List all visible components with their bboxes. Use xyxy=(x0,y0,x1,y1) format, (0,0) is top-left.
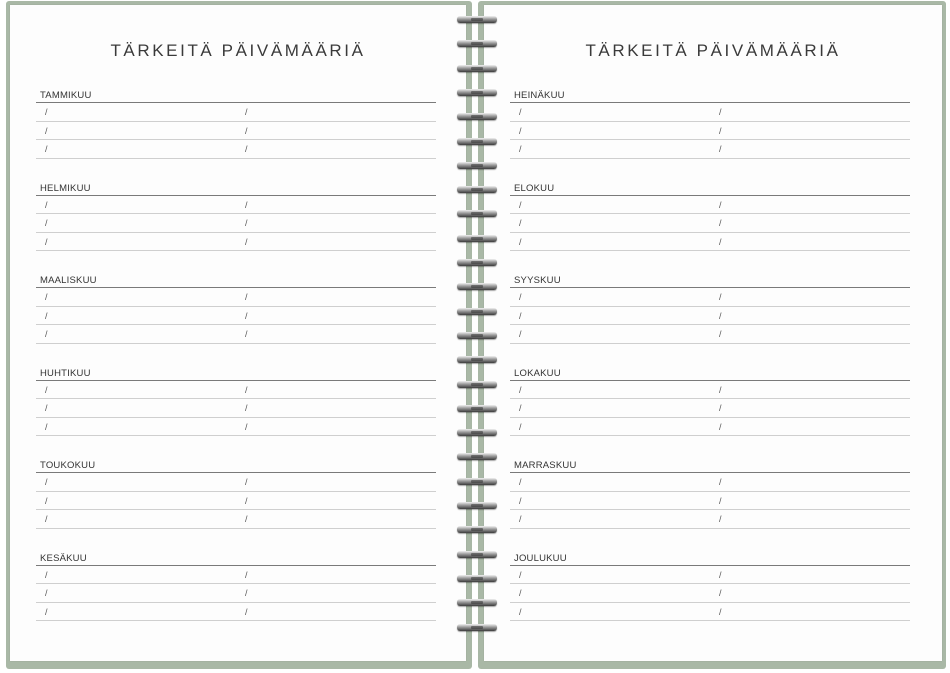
date-separator: / xyxy=(45,144,48,154)
date-separator: / xyxy=(719,292,722,302)
spiral-coil xyxy=(455,87,499,99)
spiral-coil xyxy=(455,111,499,123)
date-separator: / xyxy=(519,329,522,339)
date-entry-row[interactable] xyxy=(36,214,436,233)
date-entry-row[interactable] xyxy=(36,381,436,400)
month-section xyxy=(36,178,436,271)
date-separator: / xyxy=(245,384,248,395)
date-separator: / xyxy=(245,514,248,524)
date-entry-row[interactable] xyxy=(510,307,910,326)
date-entry-row[interactable] xyxy=(36,399,436,418)
spiral-coil xyxy=(455,38,499,50)
spiral-coil xyxy=(455,208,499,220)
month-section xyxy=(510,85,910,178)
month-section xyxy=(510,270,910,363)
spiral-coil xyxy=(455,354,499,366)
month-section xyxy=(510,548,910,641)
date-entry-row[interactable] xyxy=(510,214,910,233)
month-label: HUHTIKUU xyxy=(36,363,436,381)
date-separator: / xyxy=(719,144,722,154)
month-label: LOKAKUU xyxy=(510,363,910,381)
date-separator: / xyxy=(719,218,722,228)
date-separator: / xyxy=(719,236,722,247)
month-section xyxy=(36,455,436,548)
date-entry-row[interactable] xyxy=(510,140,910,159)
date-separator: / xyxy=(245,218,248,228)
date-separator: / xyxy=(719,403,722,413)
date-separator: / xyxy=(719,199,722,210)
spiral-coil xyxy=(455,184,499,196)
month-label: SYYSKUU xyxy=(510,270,910,288)
date-separator: / xyxy=(245,606,248,617)
date-separator: / xyxy=(519,218,522,228)
spiral-coil xyxy=(455,306,499,318)
date-entry-row[interactable] xyxy=(510,566,910,585)
date-separator: / xyxy=(45,514,48,524)
spiral-coil xyxy=(455,233,499,245)
date-separator: / xyxy=(45,218,48,228)
date-separator: / xyxy=(45,588,48,598)
date-separator: / xyxy=(519,495,522,506)
date-separator: / xyxy=(245,310,248,321)
date-separator: / xyxy=(519,236,522,247)
date-separator: / xyxy=(45,292,48,302)
date-separator: / xyxy=(719,606,722,617)
date-entry-row[interactable] xyxy=(510,584,910,603)
date-entry-row[interactable] xyxy=(510,418,910,437)
date-separator: / xyxy=(245,329,248,339)
date-separator: / xyxy=(45,569,48,580)
spiral-coil xyxy=(455,136,499,148)
month-label: MAALISKUU xyxy=(36,270,436,288)
spiral-coil xyxy=(455,451,499,463)
date-separator: / xyxy=(45,125,48,136)
date-entry-row[interactable] xyxy=(36,307,436,326)
date-separator: / xyxy=(245,292,248,302)
left-page xyxy=(10,5,466,661)
date-entry-row[interactable] xyxy=(510,399,910,418)
date-separator: / xyxy=(519,144,522,154)
date-entry-row[interactable] xyxy=(36,288,436,307)
spiral-coil xyxy=(455,403,499,415)
month-list xyxy=(36,85,436,640)
date-separator: / xyxy=(245,477,248,487)
date-separator: / xyxy=(245,199,248,210)
date-separator: / xyxy=(719,329,722,339)
date-separator: / xyxy=(519,569,522,580)
date-entry-row[interactable] xyxy=(36,233,436,252)
date-entry-row[interactable] xyxy=(36,584,436,603)
date-separator: / xyxy=(519,292,522,302)
date-entry-row[interactable] xyxy=(36,566,436,585)
page-title: TÄRKEITÄ PÄIVÄMÄÄRIÄ xyxy=(585,41,841,60)
date-entry-row[interactable] xyxy=(510,196,910,215)
month-label: TOUKOKUU xyxy=(36,455,436,473)
date-separator: / xyxy=(45,606,48,617)
date-separator: / xyxy=(719,588,722,598)
date-entry-row[interactable] xyxy=(36,325,436,344)
date-separator: / xyxy=(45,403,48,413)
month-section xyxy=(36,270,436,363)
date-separator: / xyxy=(519,588,522,598)
spiral-coil xyxy=(455,622,499,634)
date-separator: / xyxy=(519,403,522,413)
date-entry-row[interactable] xyxy=(36,492,436,511)
spiral-coil xyxy=(455,597,499,609)
date-separator: / xyxy=(719,569,722,580)
date-separator: / xyxy=(719,107,722,117)
date-separator: / xyxy=(45,329,48,339)
right-page xyxy=(484,5,942,661)
spiral-coil xyxy=(455,549,499,561)
date-entry-row[interactable] xyxy=(510,233,910,252)
spiral-coil xyxy=(455,14,499,26)
date-separator: / xyxy=(519,384,522,395)
date-entry-row[interactable] xyxy=(510,288,910,307)
date-separator: / xyxy=(519,107,522,117)
date-separator: / xyxy=(719,514,722,524)
month-label: HELMIKUU xyxy=(36,178,436,196)
page-title: TÄRKEITÄ PÄIVÄMÄÄRIÄ xyxy=(110,41,366,60)
date-entry-row[interactable] xyxy=(510,473,910,492)
spiral-coil xyxy=(455,63,499,75)
month-label: JOULUKUU xyxy=(510,548,910,566)
date-entry-row[interactable] xyxy=(36,418,436,437)
date-separator: / xyxy=(45,107,48,117)
spiral-coil xyxy=(455,330,499,342)
date-separator: / xyxy=(519,310,522,321)
month-section xyxy=(510,363,910,456)
month-section xyxy=(36,363,436,456)
date-entry-row[interactable] xyxy=(36,473,436,492)
date-separator: / xyxy=(519,606,522,617)
month-label: HEINÄKUU xyxy=(510,85,910,103)
spiral-coil xyxy=(455,573,499,585)
date-entry-row[interactable] xyxy=(510,325,910,344)
date-separator: / xyxy=(719,125,722,136)
month-label: ELOKUU xyxy=(510,178,910,196)
date-entry-row[interactable] xyxy=(510,122,910,141)
date-separator: / xyxy=(45,477,48,487)
spiral-coil xyxy=(455,476,499,488)
date-separator: / xyxy=(245,588,248,598)
spiral-coil xyxy=(455,281,499,293)
date-separator: / xyxy=(45,495,48,506)
month-section xyxy=(36,548,436,641)
spiral-coil xyxy=(455,427,499,439)
date-separator: / xyxy=(719,477,722,487)
date-separator: / xyxy=(245,495,248,506)
spiral-coil xyxy=(455,160,499,172)
spiral-coil xyxy=(455,524,499,536)
date-separator: / xyxy=(245,107,248,117)
date-separator: / xyxy=(719,495,722,506)
date-separator: / xyxy=(245,403,248,413)
date-entry-row[interactable] xyxy=(510,381,910,400)
spiral-coil xyxy=(455,379,499,391)
date-separator: / xyxy=(245,421,248,432)
date-separator: / xyxy=(45,421,48,432)
date-separator: / xyxy=(45,384,48,395)
date-separator: / xyxy=(245,236,248,247)
month-label: TAMMIKUU xyxy=(36,85,436,103)
month-section xyxy=(510,178,910,271)
date-separator: / xyxy=(245,569,248,580)
date-separator: / xyxy=(719,310,722,321)
date-separator: / xyxy=(245,125,248,136)
date-entry-row[interactable] xyxy=(510,603,910,622)
date-entry-row[interactable] xyxy=(36,510,436,529)
month-label: KESÄKUU xyxy=(36,548,436,566)
date-separator: / xyxy=(519,421,522,432)
spiral-coil xyxy=(455,500,499,512)
month-section xyxy=(510,455,910,548)
date-separator: / xyxy=(519,199,522,210)
date-entry-row[interactable] xyxy=(510,492,910,511)
date-entry-row[interactable] xyxy=(510,103,910,122)
date-entry-row[interactable] xyxy=(36,140,436,159)
month-label: MARRASKUU xyxy=(510,455,910,473)
date-entry-row[interactable] xyxy=(36,103,436,122)
date-separator: / xyxy=(519,125,522,136)
date-separator: / xyxy=(45,236,48,247)
date-separator: / xyxy=(45,199,48,210)
date-entry-row[interactable] xyxy=(36,196,436,215)
date-entry-row[interactable] xyxy=(36,603,436,622)
date-separator: / xyxy=(519,477,522,487)
month-list xyxy=(510,85,910,640)
month-section xyxy=(36,85,436,178)
date-entry-row[interactable] xyxy=(510,510,910,529)
date-entry-row[interactable] xyxy=(36,122,436,141)
date-separator: / xyxy=(719,384,722,395)
date-separator: / xyxy=(245,144,248,154)
spiral-coil xyxy=(455,257,499,269)
date-separator: / xyxy=(519,514,522,524)
date-separator: / xyxy=(719,421,722,432)
spiral-binding-icon xyxy=(455,10,499,650)
date-separator: / xyxy=(45,310,48,321)
